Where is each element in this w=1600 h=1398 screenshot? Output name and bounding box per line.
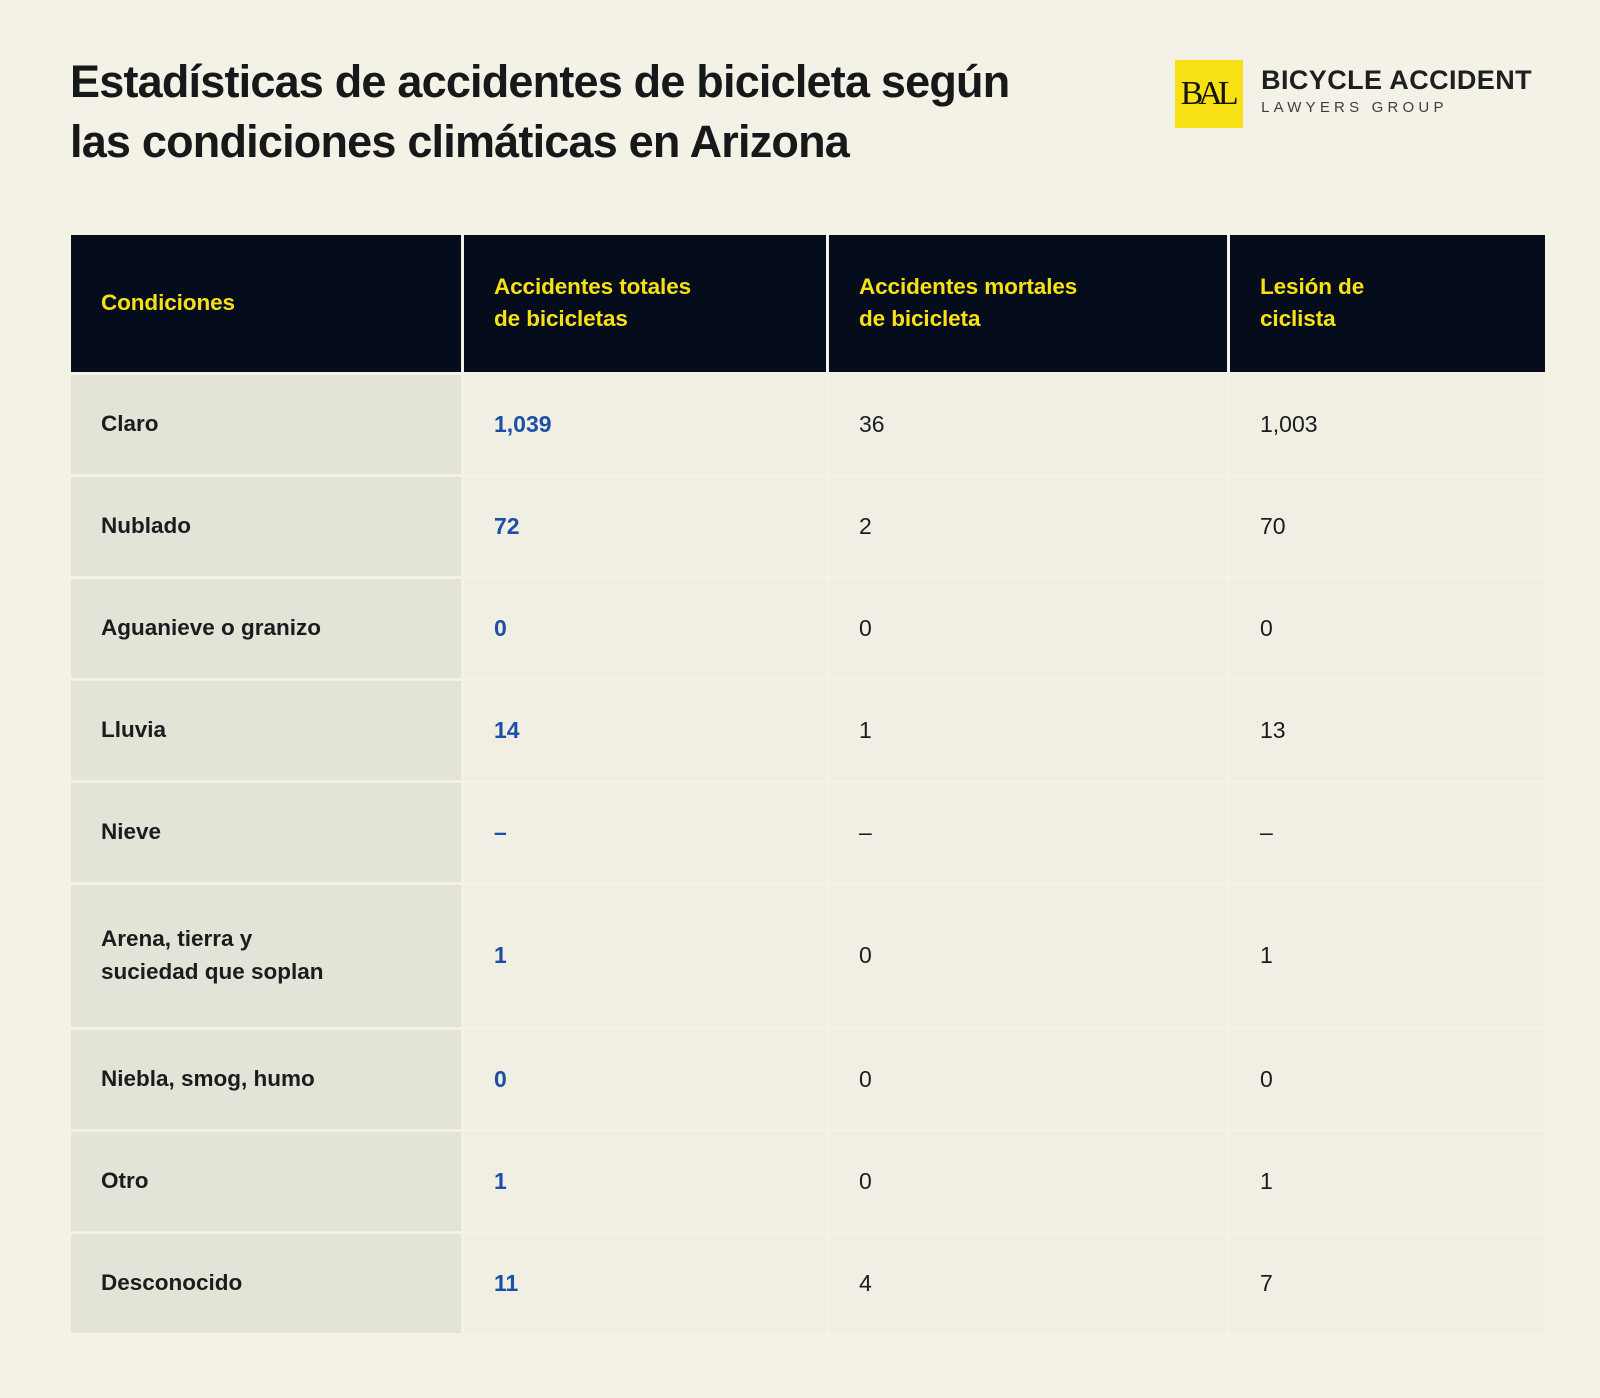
column-header-condiciones-line-1: Condiciones <box>101 289 235 315</box>
cell-condition-line-1: Desconocido <box>101 1270 243 1296</box>
cell-condition <box>71 1132 461 1231</box>
column-header-lesion-ciclista-line-1: Lesión de <box>1260 273 1365 299</box>
cell-fatal-accidents: 1 <box>829 681 1227 780</box>
table-row <box>71 1030 1545 1129</box>
cell-condition-line-1: Aguanieve o granizo <box>101 615 322 641</box>
bal-monogram-icon <box>1175 60 1243 128</box>
cell-cyclist-injury: 70 <box>1230 477 1545 576</box>
cell-condition-line-1: Arena, tierra y <box>101 926 253 952</box>
brand-subtitle: LAWYERS GROUP <box>1261 99 1448 117</box>
cell-total-accidents: – <box>464 783 826 882</box>
cell-condition <box>71 1030 461 1129</box>
table-row <box>71 579 1545 678</box>
cell-condition <box>71 681 461 780</box>
cell-fatal-accidents: 0 <box>829 579 1227 678</box>
table-row <box>71 783 1545 882</box>
cell-fatal-accidents: 36 <box>829 375 1227 474</box>
cell-cyclist-injury: 1 <box>1230 885 1545 1027</box>
cell-condition-line-1: Lluvia <box>101 717 167 743</box>
cell-fatal-accidents: 4 <box>829 1234 1227 1333</box>
cell-fatal-accidents: 0 <box>829 1030 1227 1129</box>
column-header-lesion-ciclista <box>1230 235 1545 372</box>
table-row <box>71 681 1545 780</box>
brand-logo <box>1175 60 1532 128</box>
page-title-line-1: Estadísticas de accidentes de bicicleta según <box>70 56 1010 107</box>
cell-condition <box>71 375 461 474</box>
cell-cyclist-injury: 1,003 <box>1230 375 1545 474</box>
cell-total-accidents: 1 <box>464 885 826 1027</box>
column-header-lesion-ciclista-line-2: ciclista <box>1260 305 1336 331</box>
cell-condition-line-1: Claro <box>101 411 159 437</box>
cell-condition-line-1: Otro <box>101 1168 149 1194</box>
cell-cyclist-injury: – <box>1230 783 1545 882</box>
weather-accident-statistics-table <box>68 232 1548 1336</box>
cell-condition <box>71 1234 461 1333</box>
cell-condition-line-2: suciedad que soplan <box>101 959 324 984</box>
page-title-line-2: las condiciones climáticas en Arizona <box>70 115 850 167</box>
cell-total-accidents: 1 <box>464 1132 826 1231</box>
cell-total-accidents: 14 <box>464 681 826 780</box>
cell-fatal-accidents: 2 <box>829 477 1227 576</box>
table-header <box>71 235 1545 372</box>
column-header-condiciones <box>71 235 461 372</box>
cell-fatal-accidents: 0 <box>829 885 1227 1027</box>
column-header-accidentes-mortales-line-2: de bicicleta <box>859 305 981 331</box>
brand-wordmark <box>1261 60 1532 116</box>
table-body <box>71 375 1545 1333</box>
brand-name: BICYCLE ACCIDENT <box>1261 65 1532 95</box>
column-header-accidentes-totales-line-2: de bicicletas <box>494 305 628 331</box>
table-row <box>71 477 1545 576</box>
table-row <box>71 1132 1545 1231</box>
cell-condition <box>71 783 461 882</box>
column-header-accidentes-mortales-line-1: Accidentes mortales <box>859 273 1078 299</box>
table-row <box>71 375 1545 474</box>
page-title <box>70 52 1009 172</box>
table-row <box>71 1234 1545 1333</box>
cell-total-accidents: 0 <box>464 1030 826 1129</box>
cell-cyclist-injury: 1 <box>1230 1132 1545 1231</box>
cell-cyclist-injury: 7 <box>1230 1234 1545 1333</box>
table-header-row <box>71 235 1545 372</box>
cell-total-accidents: 1,039 <box>464 375 826 474</box>
column-header-accidentes-totales <box>464 235 826 372</box>
cell-total-accidents: 0 <box>464 579 826 678</box>
cell-fatal-accidents: 0 <box>829 1132 1227 1231</box>
cell-condition-line-1: Nieve <box>101 819 162 845</box>
cell-cyclist-injury: 13 <box>1230 681 1545 780</box>
cell-total-accidents: 11 <box>464 1234 826 1333</box>
cell-condition <box>71 579 461 678</box>
cell-cyclist-injury: 0 <box>1230 1030 1545 1129</box>
column-header-accidentes-mortales <box>829 235 1227 372</box>
table-row <box>71 885 1545 1027</box>
cell-condition-line-1: Niebla, smog, humo <box>101 1066 315 1092</box>
cell-condition <box>71 885 461 1027</box>
cell-total-accidents: 72 <box>464 477 826 576</box>
bal-monogram-text: BAL <box>1180 75 1234 112</box>
cell-condition-line-1: Nublado <box>101 513 191 539</box>
cell-condition <box>71 477 461 576</box>
cell-fatal-accidents: – <box>829 783 1227 882</box>
cell-cyclist-injury: 0 <box>1230 579 1545 678</box>
page-header <box>70 52 1532 202</box>
column-header-accidentes-totales-line-1: Accidentes totales <box>494 273 692 299</box>
